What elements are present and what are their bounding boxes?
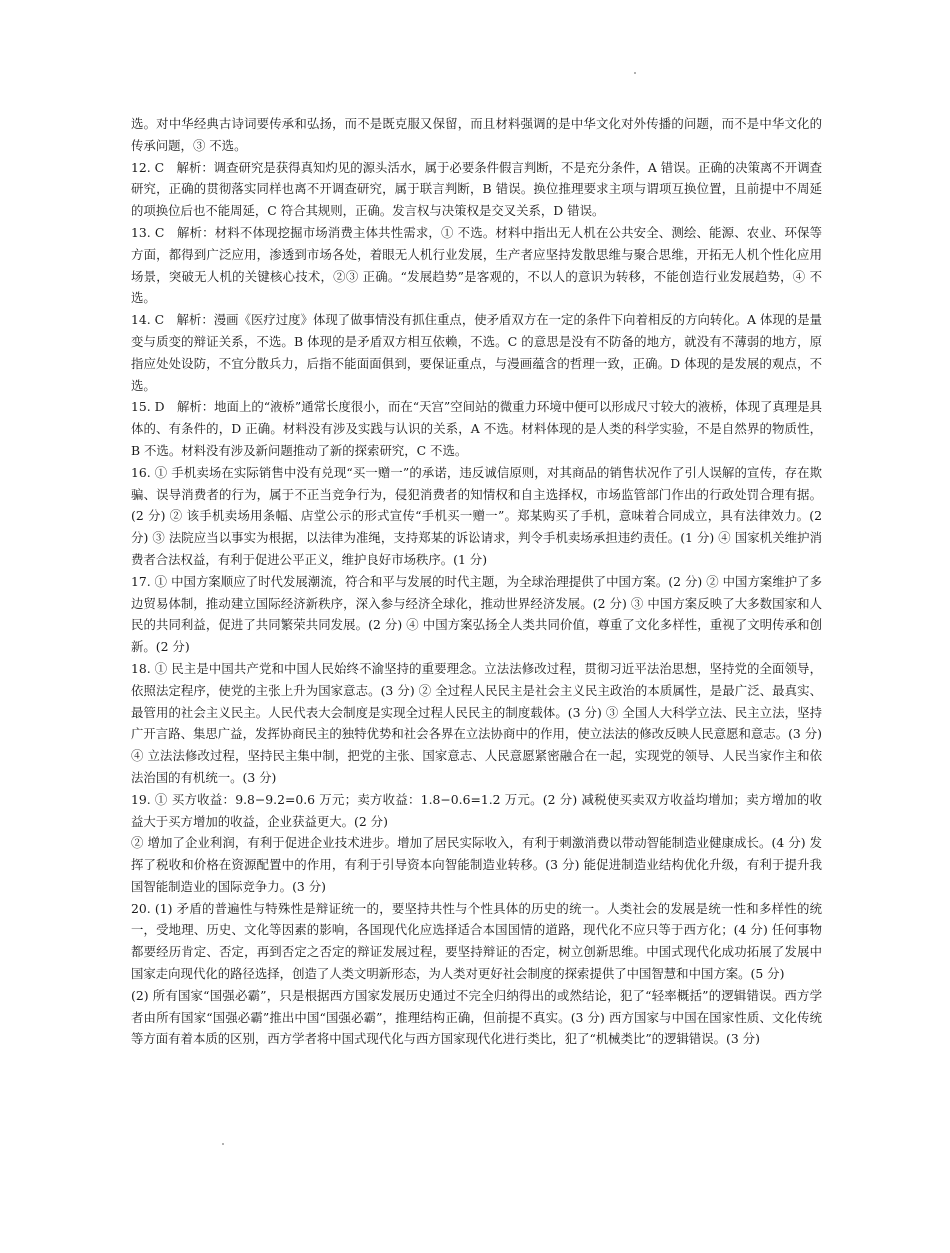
answer-15: 15. D 解析：地面上的“液桥”通常长度很小，而在“天宫”空间站的微重力环境中便可以形成尺寸较大的液桥，体现了真理是具体的、有条件的，D 正确。材料没有涉及实践与认识的关系，A 不选。材料体现的是人类的科学实验，不是自然界的物质性，B 不选。材料没有涉及新问题推动了新的探索研究，C 不选。 bbox=[131, 399, 822, 458]
answer-19-part-2: ② 增加了企业利润，有利于促进企业技术进步。增加了居民实际收入，有利于刺激消费以带动智能制造业健康成长。(4 分) 发挥了税收和价格在资源配置中的作用，有利于引导资本向智能制造业转移。(3 分) 能促进制造业结构优化升级，有利于提升我国智能制造业的国际竞争力。(3 分) bbox=[131, 835, 822, 894]
decorative-dot-bottom bbox=[222, 1143, 224, 1145]
decorative-dot-top bbox=[634, 72, 636, 74]
answer-20-part-1: 20. (1) 矛盾的普遍性与特殊性是辩证统一的，要坚持共性与个性具体的历史的统一。人类社会的发展是统一性和多样性的统一，受地理、历史、文化等因素的影响，各国现代化应选择适合本国国情的道路，现代化不应只等于西方化；(4 分) 任何事物都要经历肯定、否定，再到否定之否定的辩证发展过程，要坚持辩证的否定，树立创新思维。中国式现代化成功拓展了发展中国家走向现代化的路径选择，创造了人类文明新形态，为人类对更好社会制度的探索提供了中国智慧和中国方案。(5 分) bbox=[131, 900, 822, 982]
answer-16: 16. ① 手机卖场在实际销售中没有兑现“买一赠一”的承诺，违反诚信原则，对其商品的销售状况作了引人误解的宣传，存在欺骗、误导消费者的行为，属于不正当竞争行为，侵犯消费者的知情权和自主选择权，市场监管部门作出的行政处罚合理有据。(2 分) ② 该手机卖场用条幅、店堂公示的形式宣传“手机买一赠一”。郑某购买了手机，意味着合同成立，具有法律效力。(2 分) ③ 法院应当以事实为根据，以法律为准绳，支持郑某的诉讼请求，判令手机卖场承担违约责任。(1 分) ④ 国家机关维护消费者合法权益，有利于促进公平正义，维护良好市场秩序。(1 分) bbox=[131, 464, 822, 567]
answer-14: 14. C 解析：漫画《医疗过度》体现了做事情没有抓住重点，使矛盾双方在一定的条件下向着相反的方向转化。A 体现的是量变与质变的辩证关系，不选。B 体现的是矛盾双方相互依赖，不选。C 的意思是没有不防备的地方，就没有不薄弱的地方，原指应处处设防，不宜分散兵力，后指不能面面俱到，要保证重点，与漫画蕴含的哲理一致，正确。D 体现的是发展的观点，不选。 bbox=[131, 312, 822, 393]
answer-12: 12. C 解析：调查研究是获得真知灼见的源头活水，属于必要条件假言判断，不是充分条件，A 错误。正确的决策离不开调查研究，正确的贯彻落实同样也离不开调查研究，属于联言判断，B 错误。换位推理要求主项与谓项互换位置，且前提中不周延的项换位后也不能周延，C 符合其规则，正确。发言权与决策权是交叉关系，D 错误。 bbox=[131, 159, 822, 219]
answer-20-part-2: (2) 所有国家“国强必霸”，只是根据西方国家发展历史通过不完全归纳得出的或然结论，犯了“轻率概括”的逻辑错误。西方学者由所有国家“国强必霸”推出中国“国强必霸”，推理结构正确，但前提不真实。(3 分) 西方国家与中国在国家性质、文化传统等方面有着本质的区别，西方学者将中国式现代化与西方国家现代化进行类比，犯了“机械类比”的逻辑错误。(3 分) bbox=[131, 987, 822, 1047]
paragraph-continuation: 选。对中华经典古诗词要传承和弘扬，而不是既克服又保留，而且材料强调的是中华文化对外传播的问题，而不是中华文化的传承问题，③ 不选。 bbox=[131, 116, 822, 153]
answer-18: 18. ① 民主是中国共产党和中国人民始终不渝坚持的重要理念。立法法修改过程，贯彻习近平法治思想，坚持党的全面领导，依照法定程序，使党的主张上升为国家意志。(3 分) ② 全过程人民民主是社会主义民主政治的本质属性，是最广泛、最真实、最管用的社会主义民主。人民代表大会制度是实现全过程人民民主的制度载体。(3 分) ③ 全国人大科学立法、民主立法，坚持广开言路、集思广益，发挥协商民主的独特优势和社会各界在立法协商中的作用，使立法法的修改反映人民意愿和意志。(3 分) ④ 立法法修改过程，坚持民主集中制，把党的主张、国家意志、人民意愿紧密融合在一起，实现党的领导、人民当家作主和依法治国的有机统一。(3 分) bbox=[131, 660, 822, 785]
answer-13: 13. C 解析：材料不体现挖掘市场消费主体共性需求，① 不选。材料中指出无人机在公共安全、测绘、能源、农业、环保等方面，都得到广泛应用，渗透到市场各处，着眼无人机行业发展，生产者应坚持发散思维与聚合思维，开拓无人机个性化应用场景，突破无人机的关键核心技术，②③ 正确。“发展趋势”是客观的，不以人的意识为转移，不能创造行业发展趋势，④ 不选。 bbox=[131, 224, 822, 306]
answer-19-part-1: 19. ① 买方收益：9.8−9.2=0.6 万元；卖方收益：1.8−0.6=1.2 万元。(2 分) 减税使买卖双方收益均增加；卖方增加的收益大于买方增加的收益，企业获益更大。(2 分) bbox=[131, 791, 822, 829]
answer-document bbox=[131, 113, 822, 1050]
answer-17: 17. ① 中国方案顺应了时代发展潮流，符合和平与发展的时代主题，为全球治理提供了中国方案。(2 分) ② 中国方案维护了多边贸易体制，推动建立国际经济新秩序，深入参与经济全球化，推动世界经济发展。(2 分) ③ 中国方案反映了大多数国家和人民的共同利益，促进了共同繁荣共同发展。(2 分) ④ 中国方案弘扬全人类共同价值，尊重了文化多样性，重视了文明传承和创新。(2 分) bbox=[131, 573, 822, 655]
